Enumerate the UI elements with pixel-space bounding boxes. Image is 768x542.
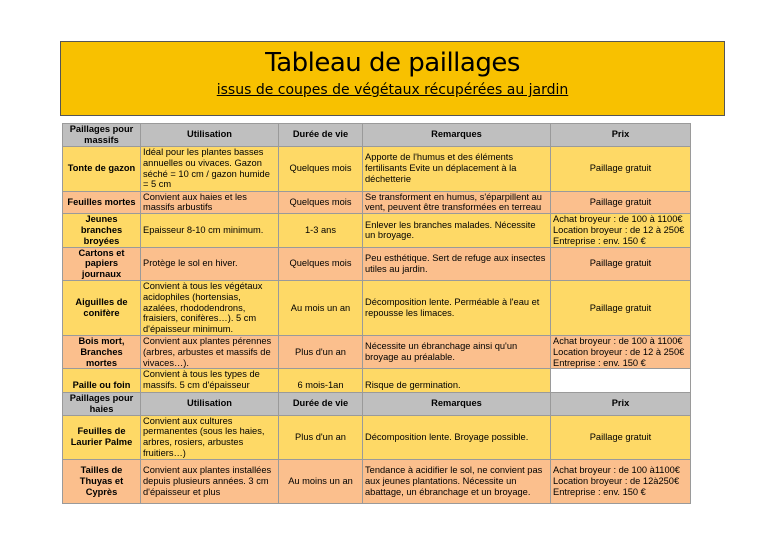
- table-row: [63, 335, 691, 368]
- row-notes: Décomposition lente. Perméable à l'eau et repousse les limaces.: [363, 280, 551, 335]
- table-row: [63, 247, 691, 280]
- row-price: Paillage gratuit: [551, 247, 691, 280]
- col-price: Prix: [551, 124, 691, 147]
- col-use: Utilisation: [141, 393, 279, 416]
- row-use: Convient aux haies et les massifs arbustifs: [141, 191, 279, 214]
- table-row: [63, 191, 691, 214]
- row-life: Plus d'un an: [279, 335, 363, 368]
- row-name: Tonte de gazon: [63, 146, 141, 191]
- row-life: Au mois un an: [279, 280, 363, 335]
- row-price: Paillage gratuit: [551, 146, 691, 191]
- title-banner: [60, 41, 725, 116]
- col-notes: Remarques: [363, 124, 551, 147]
- row-use: Convient à tous les types de massifs. 5 cm d'épaisseur: [141, 369, 279, 402]
- table-row: [63, 146, 691, 191]
- row-use: Convient aux cultures permanentes (sous les haies, arbres, rosiers, arbustes fruitiers…): [141, 415, 279, 459]
- row-life: Quelques mois: [279, 191, 363, 214]
- row-name: Bois mort, Branches mortes: [63, 335, 141, 368]
- row-name: Cartons et papiers journaux: [63, 247, 141, 280]
- row-price: Paillage gratuit: [551, 415, 691, 459]
- table-header: [63, 393, 691, 416]
- table-massifs: [62, 123, 691, 417]
- col-life: Durée de vie: [279, 393, 363, 416]
- col-notes: Remarques: [363, 393, 551, 416]
- table-row: [63, 459, 691, 503]
- row-notes: Se transforment en humus, s'éparpillent au vent, peuvent être transformées en terreau: [363, 191, 551, 214]
- col-use: Utilisation: [141, 124, 279, 147]
- col-name: Paillages pour massifs: [63, 124, 141, 147]
- row-life: 6 mois-1an: [279, 369, 363, 402]
- row-notes: Décomposition lente. Broyage possible.: [363, 415, 551, 459]
- row-name: Aiguilles de conifère: [63, 280, 141, 335]
- page-title: Tableau de paillages: [265, 48, 520, 78]
- row-notes: Nécessite un ébranchage ainsi qu'un broyage au préalable.: [363, 335, 551, 368]
- row-life: Au moins un an: [279, 459, 363, 503]
- table-row: [63, 280, 691, 335]
- row-name: Feuilles mortes: [63, 191, 141, 214]
- table-row: [63, 214, 691, 247]
- row-name: Tailles de Thuyas et Cyprès: [63, 459, 141, 503]
- row-use: Protège le sol en hiver.: [141, 247, 279, 280]
- row-name: Feuilles de Laurier Palme: [63, 415, 141, 459]
- col-name: Paillages pour haies: [63, 393, 141, 416]
- row-life: Quelques mois: [279, 247, 363, 280]
- row-notes: Tendance à acidifier le sol, ne convient pas aux jeunes plantations. Nécessite un abattage, un ébranchage et un broyage.: [363, 459, 551, 503]
- row-use: Convient à tous les végétaux acidophiles (hortensias, azalées, rhododendrons, fraisiers, conifères…). 5 cm d'épaisseur minimum.: [141, 280, 279, 335]
- row-life: 1-3 ans: [279, 214, 363, 247]
- col-price: Prix: [551, 393, 691, 416]
- row-price: Achat broyeur : de 100 à 1100€ Location broyeur : de 12 à 250€ Entreprise : env. 150 €: [551, 214, 691, 247]
- row-use: Convient aux plantes pérennes (arbres, arbustes et massifs de vivaces…).: [141, 335, 279, 368]
- row-price: Achat broyeur : de 100 à1100€ Location broyeur : de 12à250€ Entreprise : env. 150 €: [551, 459, 691, 503]
- row-price: Achat broyeur : de 100 à 1100€ Location broyeur : de 12 à 250€ Entreprise : env. 150 €: [551, 335, 691, 368]
- row-use: Idéal pour les plantes basses annuelles ou vivaces. Gazon séché = 10 cm / gazon humide = 5 cm: [141, 146, 279, 191]
- row-name: Jeunes branches broyées: [63, 214, 141, 247]
- row-price: Paillage gratuit: [551, 191, 691, 214]
- row-life: Plus d'un an: [279, 415, 363, 459]
- row-notes: Risque de germination.: [363, 369, 551, 402]
- row-life: Quelques mois: [279, 146, 363, 191]
- table-haies: [62, 392, 691, 504]
- table-row: [63, 415, 691, 459]
- row-use: Epaisseur 8-10 cm minimum.: [141, 214, 279, 247]
- row-notes: Peu esthétique. Sert de refuge aux insectes utiles au jardin.: [363, 247, 551, 280]
- page-subtitle: issus de coupes de végétaux récupérées au jardin: [216, 82, 569, 98]
- table-header: [63, 124, 691, 147]
- row-notes: Apporte de l'humus et des éléments fertilisants Evite un déplacement à la déchetterie: [363, 146, 551, 191]
- row-name: Paille ou foin: [63, 369, 141, 402]
- row-notes: Enlever les branches malades. Nécessite un broyage.: [363, 214, 551, 247]
- col-life: Durée de vie: [279, 124, 363, 147]
- row-use: Convient aux plantes installées depuis plusieurs années. 3 cm d'épaisseur et plus: [141, 459, 279, 503]
- row-price: Paillage gratuit: [551, 280, 691, 335]
